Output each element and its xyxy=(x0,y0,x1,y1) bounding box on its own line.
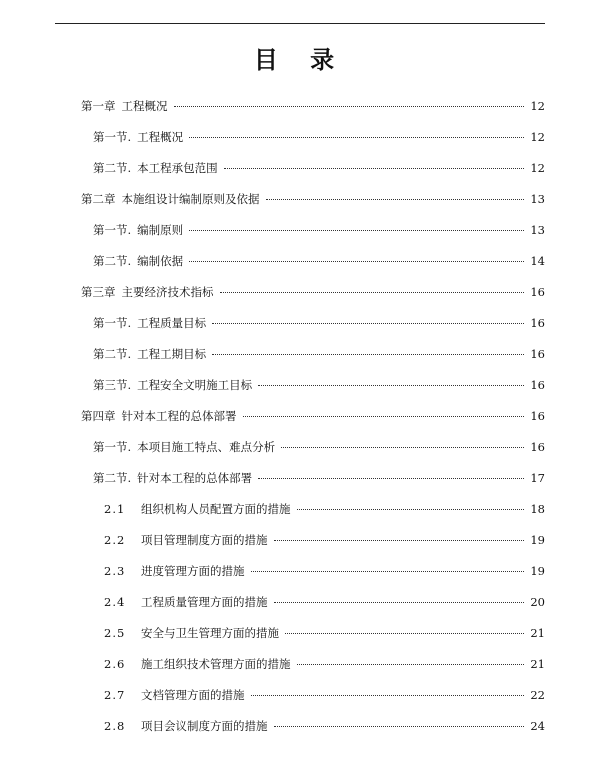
toc-entry-page-number: 19 xyxy=(530,564,545,578)
toc-entry-number: 第四章 xyxy=(81,409,116,423)
toc-entry-label: 工程质量管理方面的措施 xyxy=(141,595,268,609)
toc-entry[interactable] xyxy=(0,189,600,220)
toc-entry-label: 编制依据 xyxy=(137,254,184,268)
toc-dot-leader xyxy=(243,416,525,417)
toc-dot-leader xyxy=(189,230,524,231)
toc-entry-number: 2.6 xyxy=(104,657,126,671)
toc-entry-number: 2.8 xyxy=(104,719,126,733)
toc-dot-leader xyxy=(189,137,524,138)
toc-dot-leader xyxy=(266,199,525,200)
toc-entry-page-number: 16 xyxy=(530,285,545,299)
toc-dot-leader xyxy=(212,354,524,355)
toc-entry-page-number: 24 xyxy=(530,719,545,733)
toc-entry-line xyxy=(93,313,545,333)
toc-entry[interactable] xyxy=(0,96,600,127)
toc-entry-number: 2.7 xyxy=(104,688,126,702)
toc-entry[interactable] xyxy=(0,437,600,468)
toc-entry-number: 2.2 xyxy=(104,533,126,547)
toc-entry[interactable] xyxy=(0,716,600,747)
toc-dot-leader xyxy=(281,447,524,448)
toc-entry[interactable] xyxy=(0,468,600,499)
toc-entry[interactable] xyxy=(0,251,600,282)
toc-dot-leader xyxy=(174,106,525,107)
toc-entry[interactable] xyxy=(0,499,600,530)
toc-entry[interactable] xyxy=(0,592,600,623)
toc-dot-leader xyxy=(212,323,524,324)
toc-entry-line xyxy=(93,344,545,364)
toc-entry-label: 工程安全文明施工目标 xyxy=(137,378,253,392)
toc-entry-number: 第二节. xyxy=(93,254,132,268)
toc-entry-page-number: 19 xyxy=(530,533,545,547)
toc-entry-page-number: 13 xyxy=(530,192,545,206)
toc-entry-line xyxy=(93,251,545,271)
toc-entry-label: 项目会议制度方面的措施 xyxy=(141,719,268,733)
toc-entry[interactable] xyxy=(0,561,600,592)
toc-entry-number: 2.5 xyxy=(104,626,126,640)
toc-entry-label: 文档管理方面的措施 xyxy=(141,688,245,702)
toc-entry-page-number: 12 xyxy=(530,130,545,144)
toc-dot-leader xyxy=(224,168,525,169)
toc-entry-number: 第一节. xyxy=(93,130,132,144)
toc-entry[interactable] xyxy=(0,158,600,189)
toc-entry-label: 施工组织技术管理方面的措施 xyxy=(141,657,291,671)
toc-entry-number: 第二节. xyxy=(93,161,132,175)
toc-entry-line xyxy=(81,96,545,116)
toc-entry-label: 工程概况 xyxy=(121,99,168,113)
toc-dot-leader xyxy=(274,602,525,603)
toc-dot-leader xyxy=(274,540,525,541)
toc-entry-number: 2.4 xyxy=(104,595,126,609)
toc-entry-line xyxy=(104,716,545,736)
toc-dot-leader xyxy=(189,261,524,262)
toc-entry-line xyxy=(104,685,545,705)
toc-entry-number: 2.1 xyxy=(104,502,126,516)
toc-entry-label: 针对本工程的总体部署 xyxy=(121,409,237,423)
toc-dot-leader xyxy=(297,509,525,510)
toc-entry-label: 本工程承包范围 xyxy=(137,161,218,175)
toc-dot-leader xyxy=(258,385,524,386)
toc-dot-leader xyxy=(251,571,525,572)
toc-entry-line xyxy=(93,220,545,240)
toc-entry-label: 本施组设计编制原则及依据 xyxy=(121,192,260,206)
toc-entry-number: 第一节. xyxy=(93,316,132,330)
toc-entry-page-number: 16 xyxy=(530,378,545,392)
toc-entry-line xyxy=(81,406,545,426)
toc-entry-line xyxy=(104,654,545,674)
toc-entry-number: 第三节. xyxy=(93,378,132,392)
toc-entry-line xyxy=(104,530,545,550)
toc-dot-leader xyxy=(274,726,525,727)
toc-entry-line xyxy=(81,282,545,302)
toc-entry[interactable] xyxy=(0,127,600,158)
toc-dot-leader xyxy=(297,664,525,665)
table-of-contents xyxy=(0,96,600,747)
toc-entry-number: 第三章 xyxy=(81,285,116,299)
toc-entry-line xyxy=(104,623,545,643)
toc-entry-line xyxy=(93,437,545,457)
header-rule xyxy=(55,23,545,24)
toc-entry-number: 第一章 xyxy=(81,99,116,113)
toc-entry-line xyxy=(104,592,545,612)
toc-entry-page-number: 12 xyxy=(530,99,545,113)
page-title: 目 录 xyxy=(253,45,347,74)
toc-entry[interactable] xyxy=(0,654,600,685)
toc-dot-leader xyxy=(220,292,525,293)
toc-dot-leader xyxy=(251,695,525,696)
toc-entry-label: 主要经济技术指标 xyxy=(121,285,214,299)
toc-entry-label: 本项目施工特点、难点分析 xyxy=(137,440,276,454)
toc-entry-label: 编制原则 xyxy=(137,223,184,237)
toc-entry-line xyxy=(81,189,545,209)
toc-entry-page-number: 13 xyxy=(530,223,545,237)
toc-entry-label: 针对本工程的总体部署 xyxy=(137,471,253,485)
toc-entry[interactable] xyxy=(0,623,600,654)
toc-entry-label: 工程质量目标 xyxy=(137,316,207,330)
toc-entry-page-number: 16 xyxy=(530,316,545,330)
toc-entry-page-number: 17 xyxy=(530,471,545,485)
toc-entry[interactable] xyxy=(0,406,600,437)
toc-entry-page-number: 20 xyxy=(530,595,545,609)
toc-entry-label: 工程工期目标 xyxy=(137,347,207,361)
toc-entry-label: 组织机构人员配置方面的措施 xyxy=(141,502,291,516)
toc-dot-leader xyxy=(258,478,524,479)
toc-entry-page-number: 22 xyxy=(530,688,545,702)
toc-dot-leader xyxy=(285,633,524,634)
toc-entry-line xyxy=(93,127,545,147)
toc-entry-page-number: 16 xyxy=(530,347,545,361)
toc-entry[interactable] xyxy=(0,220,600,251)
toc-entry-page-number: 14 xyxy=(530,254,545,268)
toc-entry[interactable] xyxy=(0,282,600,313)
toc-entry-label: 进度管理方面的措施 xyxy=(141,564,245,578)
toc-entry-page-number: 12 xyxy=(530,161,545,175)
toc-entry[interactable] xyxy=(0,375,600,406)
toc-entry-line xyxy=(93,375,545,395)
toc-entry[interactable] xyxy=(0,530,600,561)
toc-entry-page-number: 18 xyxy=(530,502,545,516)
toc-entry-page-number: 16 xyxy=(530,440,545,454)
toc-entry-label: 安全与卫生管理方面的措施 xyxy=(141,626,279,640)
toc-entry-number: 第二章 xyxy=(81,192,116,206)
toc-entry-line xyxy=(93,158,545,178)
toc-entry-number: 2.3 xyxy=(104,564,126,578)
toc-entry-line xyxy=(104,499,545,519)
toc-entry-label: 工程概况 xyxy=(137,130,184,144)
toc-entry-number: 第一节. xyxy=(93,223,132,237)
toc-entry[interactable] xyxy=(0,685,600,716)
toc-entry-line xyxy=(104,561,545,581)
toc-entry-label: 项目管理制度方面的措施 xyxy=(141,533,268,547)
toc-entry-page-number: 21 xyxy=(530,626,545,640)
toc-entry-number: 第二节. xyxy=(93,471,132,485)
toc-entry[interactable] xyxy=(0,344,600,375)
toc-entry-page-number: 16 xyxy=(530,409,545,423)
toc-entry-number: 第二节. xyxy=(93,347,132,361)
toc-entry[interactable] xyxy=(0,313,600,344)
toc-entry-page-number: 21 xyxy=(530,657,545,671)
toc-entry-line xyxy=(93,468,545,488)
toc-entry-number: 第一节. xyxy=(93,440,132,454)
